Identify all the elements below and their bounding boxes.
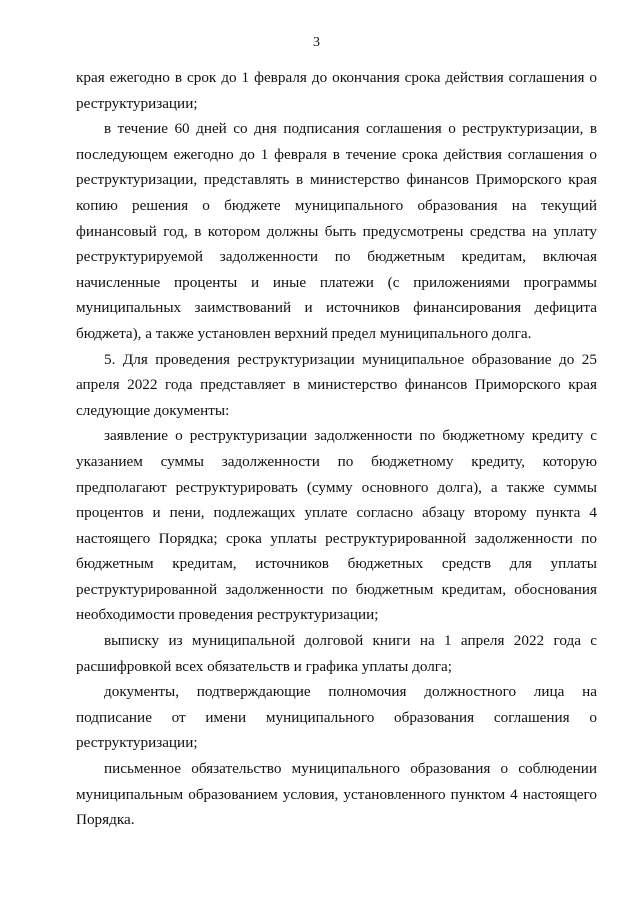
document-body: [76, 65, 597, 833]
paragraph-written-obligation: письменное обязательство муниципального образования о соблюдении муниципальным образованием условия, установленного пунктом 4 настоящего Порядка.: [76, 760, 597, 829]
paragraph-continuation: края ежегодно в срок до 1 февраля до окончания срока действия соглашения о реструктуризации;: [76, 69, 597, 112]
paragraph-item-5: 5. Для проведения реструктуризации муниципальное образование до 25 апреля 2022 года представляет в министерство финансов Приморского края следующие документы:: [76, 350, 597, 419]
paragraph-budget-decision: в течение 60 дней со дня подписания соглашения о реструктуризации, в последующем ежегодно до 1 февраля в течение срока действия соглашения о реструктуризации, представлять в министерство финансов Приморского края копию решения о бюджете муниципального образования на текущий финансовый год, в котором должны быть предусмотрены средства на уплату реструктурируемой задолженности по бюджетным кредитам, включая начисленные проценты и иные платежи (с приложениями программы муниципальных заимствований и источников финансирования дефицита бюджета), а также установлен верхний предел муниципального долга.: [76, 120, 597, 342]
paragraph-debt-book-extract: выписку из муниципальной долговой книги на 1 апреля 2022 года с расшифровкой всех обязательств и графика уплаты долга;: [76, 632, 597, 675]
paragraph-authority-documents: документы, подтверждающие полномочия должностного лица на подписание от имени муниципального образования соглашения о реструктуризации;: [76, 683, 597, 752]
page-number: 3: [313, 35, 320, 50]
paragraph-application: заявление о реструктуризации задолженности по бюджетному кредиту с указанием суммы задолженности по бюджетному кредиту, которую предполагают реструктурировать (сумму основного долга), а также суммы процентов и пени, подлежащих уплате согласно абзацу второму пункта 4 настоящего Порядка; срока уплаты реструктурированной задолженности по бюджетным кредитам, источников бюджетных средств для уплаты реструктурированной задолженности по бюджетным кредитам, обоснования необходимости проведения реструктуризации;: [76, 427, 597, 624]
